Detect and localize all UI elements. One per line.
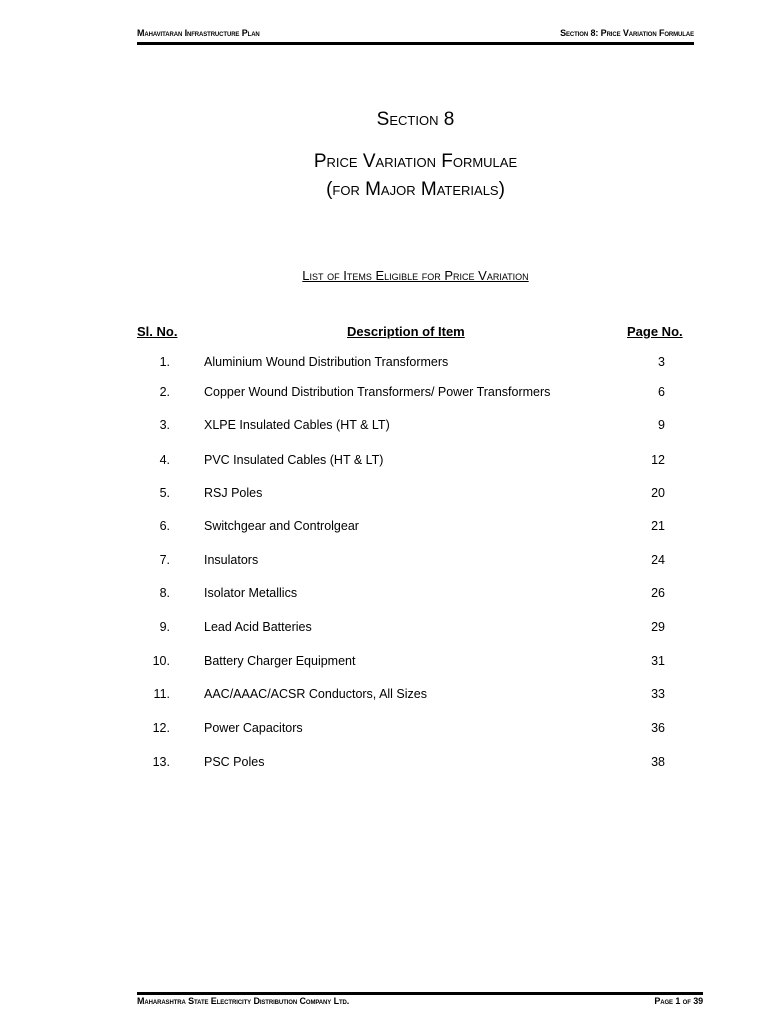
table-row <box>0 418 768 436</box>
row-description: Switchgear and Controlgear <box>204 519 359 533</box>
row-serial: 10. <box>152 654 170 668</box>
table-row <box>0 654 768 672</box>
row-description: Copper Wound Distribution Transformers/ Power Transformers <box>204 385 551 399</box>
running-header-left: Mahavitaran Infrastructure Plan <box>137 28 260 38</box>
row-description: Aluminium Wound Distribution Transformers <box>204 355 449 369</box>
row-serial: 11. <box>153 687 170 701</box>
table-row <box>0 721 768 739</box>
row-description: PSC Poles <box>204 755 265 769</box>
row-serial: 7. <box>159 553 170 567</box>
row-description: Insulators <box>204 553 259 567</box>
row-description: RSJ Poles <box>204 486 263 500</box>
row-page-number: 20 <box>651 486 665 500</box>
footer-rule <box>137 992 703 995</box>
row-page-number: 6 <box>658 385 665 399</box>
running-header-right: Section 8: Price Variation Formulae <box>560 28 694 38</box>
running-footer-left: Maharashtra State Electricity Distribution Company Ltd. <box>137 996 350 1006</box>
row-page-number: 3 <box>658 355 665 369</box>
row-page-number: 33 <box>651 687 665 701</box>
row-serial: 1. <box>159 355 170 369</box>
table-row <box>0 519 768 537</box>
table-row <box>0 553 768 571</box>
row-serial: 5. <box>159 486 170 500</box>
table-row <box>0 486 768 504</box>
table-row <box>0 385 768 403</box>
page-title: Price Variation Formulae <box>313 151 518 172</box>
page-subtitle: (for Major Materials) <box>326 179 505 200</box>
row-description: Power Capacitors <box>204 721 303 735</box>
column-header-page-no: Page No. <box>627 324 683 339</box>
list-heading: List of Items Eligible for Price Variation <box>302 268 529 283</box>
row-page-number: 36 <box>651 721 665 735</box>
row-page-number: 12 <box>651 453 665 467</box>
column-header-description: Description of Item <box>347 324 465 339</box>
row-description: XLPE Insulated Cables (HT & LT) <box>204 418 390 432</box>
table-row <box>0 355 768 373</box>
section-title: Section 8 <box>376 109 455 130</box>
table-row <box>0 586 768 604</box>
row-page-number: 38 <box>651 755 665 769</box>
row-serial: 4. <box>159 453 170 467</box>
row-serial: 6. <box>159 519 170 533</box>
row-page-number: 26 <box>651 586 665 600</box>
row-serial: 3. <box>159 418 170 432</box>
row-description: Lead Acid Batteries <box>204 620 312 634</box>
row-description: Battery Charger Equipment <box>204 654 356 668</box>
row-serial: 13. <box>152 755 170 769</box>
table-row <box>0 620 768 638</box>
row-serial: 2. <box>159 385 170 399</box>
row-page-number: 9 <box>658 418 665 432</box>
row-serial: 9. <box>159 620 170 634</box>
page-number: Page 1 of 39 <box>654 996 703 1006</box>
table-row <box>0 453 768 471</box>
row-serial: 12. <box>152 721 170 735</box>
row-page-number: 24 <box>651 553 665 567</box>
row-serial: 8. <box>159 586 170 600</box>
row-page-number: 21 <box>651 519 665 533</box>
row-description: PVC Insulated Cables (HT & LT) <box>204 453 384 467</box>
row-description: Isolator Metallics <box>204 586 298 600</box>
header-rule <box>137 42 694 45</box>
column-header-sl-no: Sl. No. <box>137 324 178 339</box>
row-page-number: 29 <box>651 620 665 634</box>
table-row <box>0 755 768 773</box>
row-page-number: 31 <box>651 654 665 668</box>
row-description: AAC/AAAC/ACSR Conductors, All Sizes <box>204 687 427 701</box>
table-row <box>0 687 768 705</box>
